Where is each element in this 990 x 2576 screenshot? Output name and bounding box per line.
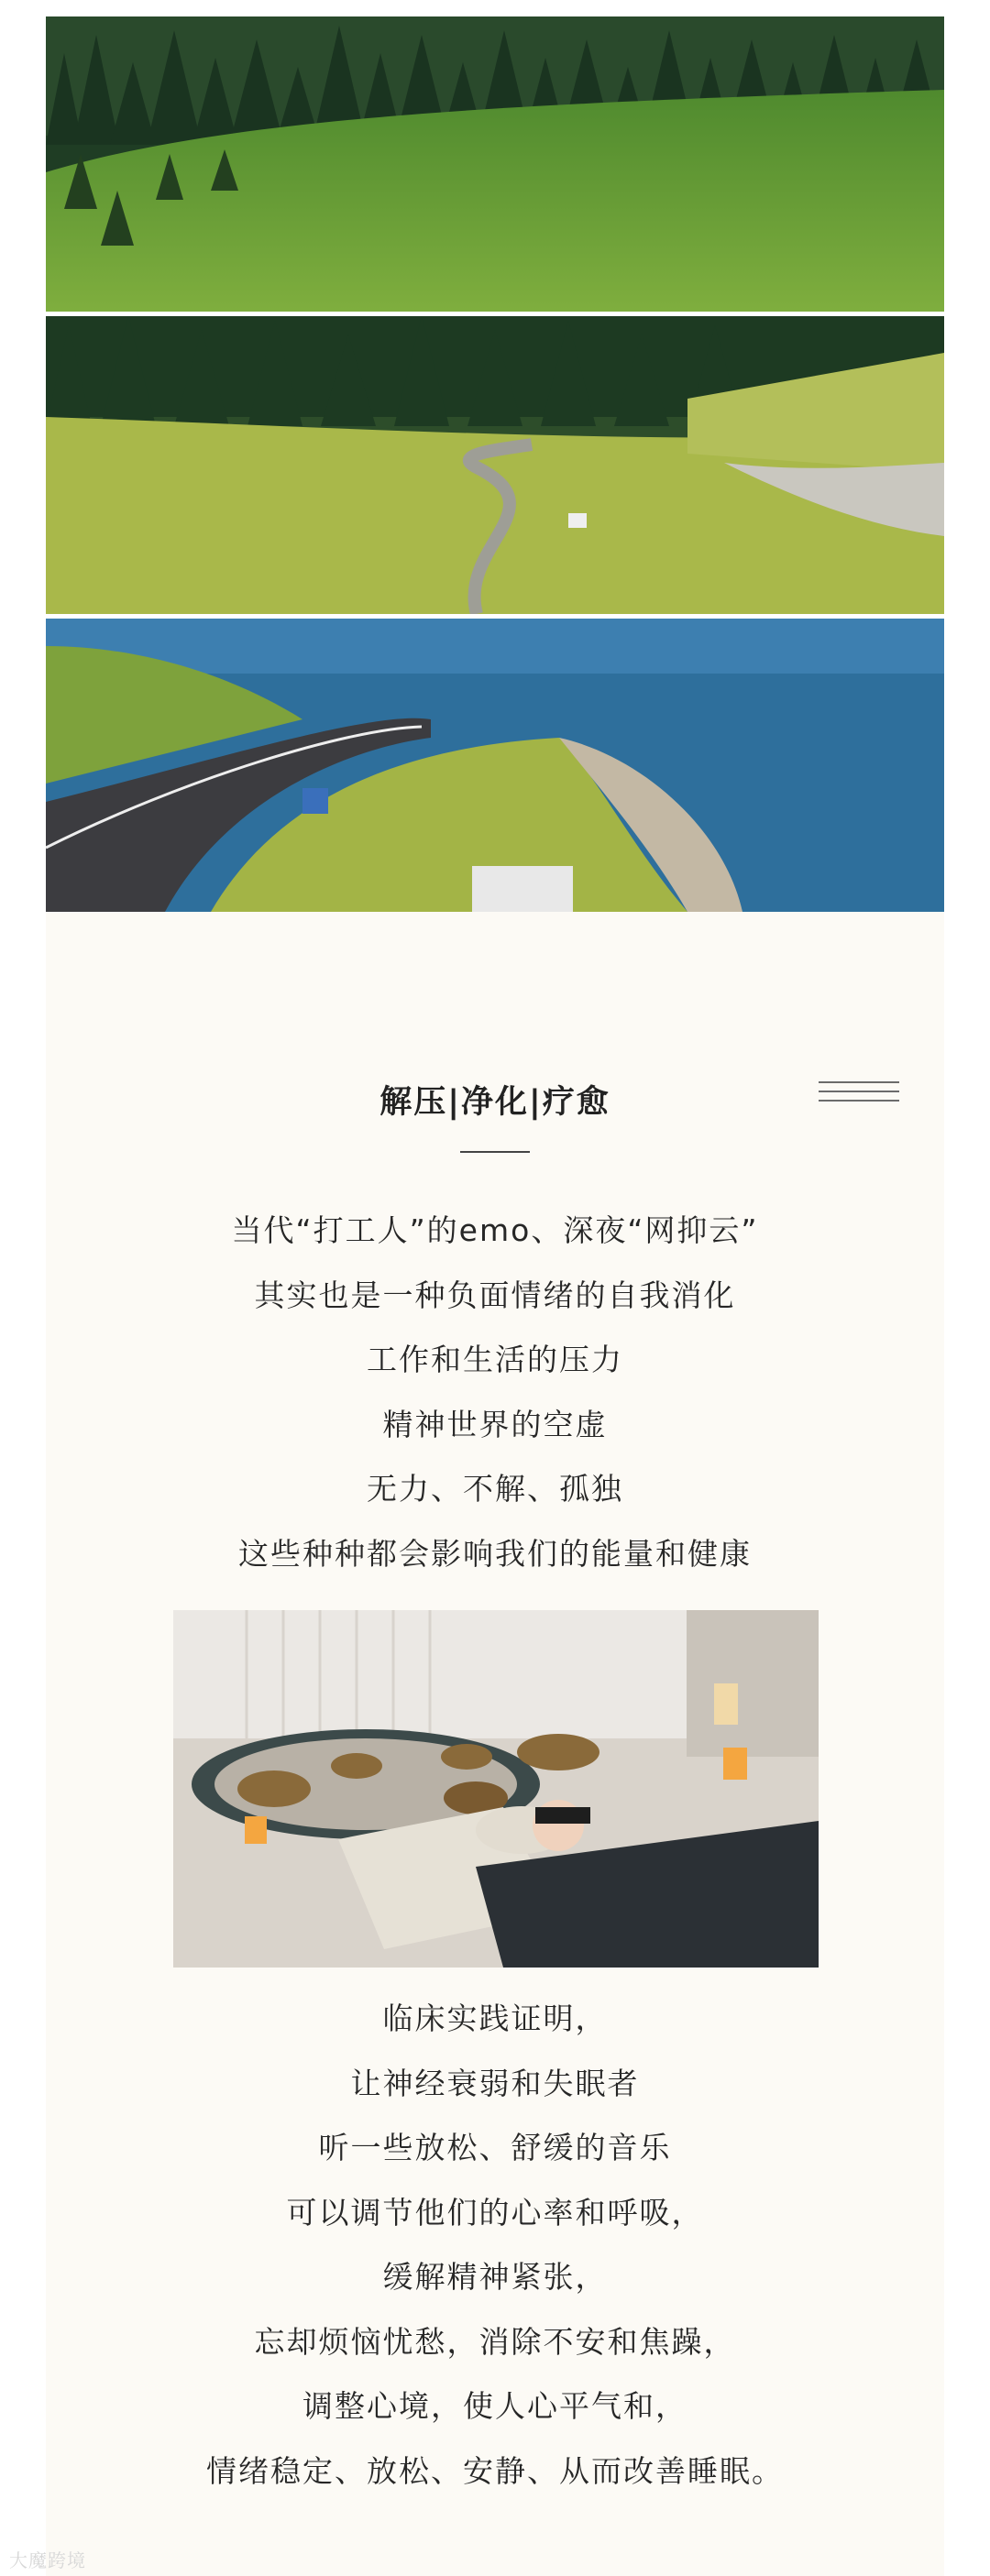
text-line: 忘却烦恼忧愁，消除不安和焦躁， [254,2323,736,2360]
text-line: 让神经衰弱和失眠者 [350,2065,640,2101]
lakeside-road-photo [46,619,944,912]
winding-road-photo [46,316,944,614]
text-line: 缓解精神紧张， [382,2259,608,2295]
heading-divider [460,1151,530,1153]
article-heading: 解压|净化|疗愈 [380,1084,610,1121]
body-paragraph [0,1987,990,2504]
text-line: 情绪稳定、放松、安静、从而改善睡眠。 [206,2452,784,2489]
text-line: 工作和生活的压力 [367,1342,623,1377]
text-line: 精神世界的空虚 [382,1406,608,1442]
text-line: 听一些放松、舒缓的音乐 [318,2130,672,2165]
text-line: 可以调节他们的心率和呼吸， [286,2194,704,2231]
intro-paragraph [0,1199,990,1586]
sound-bath-photo [173,1610,819,1968]
text-line: 调整心境，使人心平气和， [302,2388,688,2424]
text-line: 无力、不解、孤独 [367,1471,623,1507]
text-line: 临床实践证明， [382,2001,608,2036]
text-line: 其实也是一种负面情绪的自我消化 [254,1277,736,1313]
text-line: 当代“打工人”的emo、深夜“网抑云” [231,1212,759,1248]
menu-lines-icon[interactable] [819,1081,899,1111]
text-line: 这些种种都会影响我们的能量和健康 [238,1535,752,1572]
watermark: 大魔跨境 [9,2549,86,2571]
forest-meadow-photo [46,16,944,312]
